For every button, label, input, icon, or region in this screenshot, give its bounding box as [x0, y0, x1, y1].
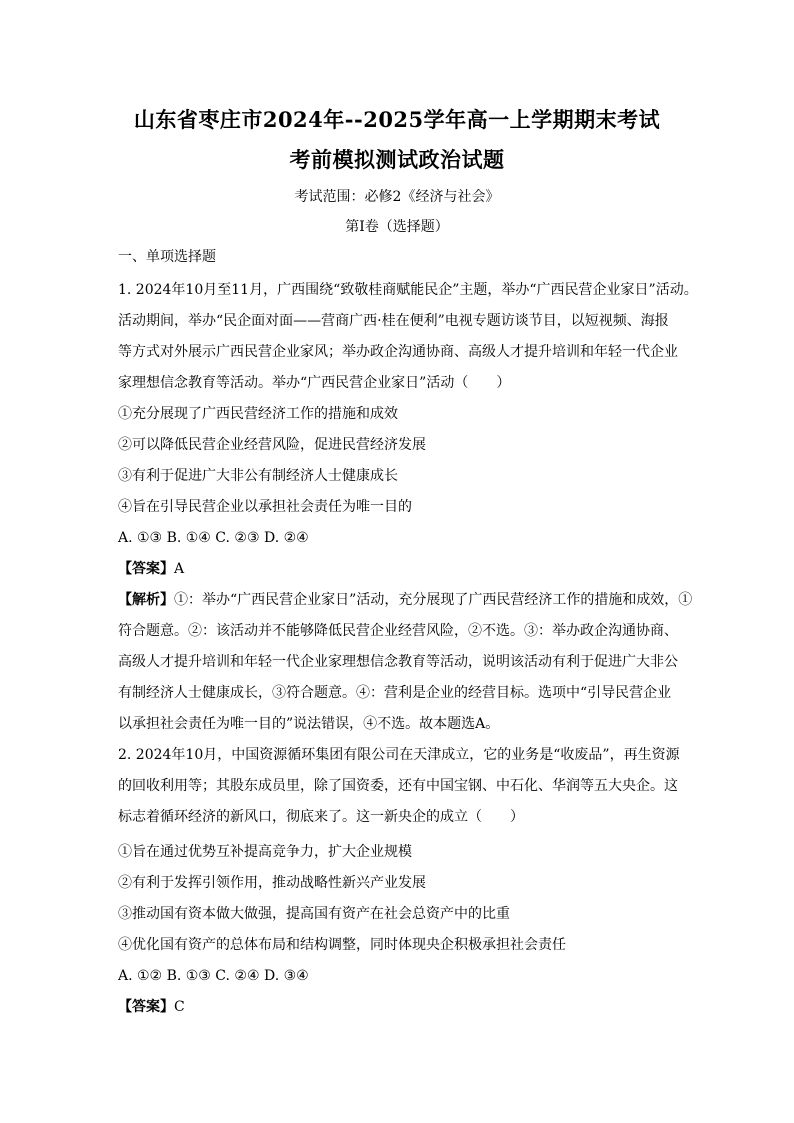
- q1-option: ③有利于促进广大非公有制经济人士健康成长: [118, 468, 398, 484]
- answer-label: 【答案】: [118, 999, 174, 1015]
- q2-stem-line: 标志着循环经济的新风口，彻底来了。这一新央企的成立（ ）: [118, 809, 524, 825]
- volume-heading: 第I卷（选择题）: [345, 219, 449, 235]
- answer-label: 【答案】: [118, 561, 174, 577]
- q2-option: ③推动国有资本做大做强，提高国有资产在社会总资产中的比重: [118, 906, 510, 922]
- q2-answer: [118, 997, 185, 1017]
- q1-stem-line: 1. 2024年10月至11月，广西围绕“致敬桂商赋能民企”主题，举办“广西民营企业家日”活动。: [118, 282, 698, 298]
- q1-analysis-line: 高级人才提升培训和年轻一代企业家理想信念教育等活动，说明该活动有利于促进广大非公: [118, 654, 678, 670]
- q1-option: ①充分展现了广西民营经济工作的措施和成效: [118, 406, 398, 422]
- q1-choices: A. ①③ B. ①④ C. ②③ D. ②④: [118, 530, 309, 546]
- page-title-line1: 山东省枣庄市2024年--2025学年高一上学期期末考试: [133, 107, 661, 132]
- q1-analysis-line: 以承担社会责任为唯一目的”说法错误，④不选。故本题选A。: [118, 716, 500, 732]
- q1-option: ④旨在引导民营企业以承担社会责任为唯一目的: [118, 499, 412, 515]
- q1-stem-line: 活动期间，举办“民企面对面——营商广西·桂在便利”电视专题访谈节目，以短视频、海报: [118, 313, 669, 329]
- q2-choices: A. ①② B. ①③ C. ②④ D. ③④: [118, 968, 309, 984]
- q1-stem-line: 等方式对外展示广西民营企业家风；举办政企沟通协商、高级人才提升培训和年轻一代企业: [118, 344, 678, 360]
- q1-analysis-line: [118, 590, 692, 610]
- q2-stem-line: 2. 2024年10月，中国资源循环集团有限公司在天津成立，它的业务是“收废品”，再生资源: [118, 747, 680, 763]
- q2-option: ④优化国有资产的总体布局和结构调整，同时体现央企积极承担社会责任: [118, 937, 566, 953]
- q1-stem-line: 家理想信念教育等活动。举办“广西民营企业家日”活动（ ）: [118, 375, 511, 391]
- q1-analysis-line: 有制经济人士健康成长，③符合题意。④：营利是企业的经营目标。选项中“引导民营企业: [118, 685, 672, 701]
- q1-answer: [118, 559, 184, 579]
- q2-option: ①旨在通过优势互补提高竞争力，扩大企业规模: [118, 844, 412, 860]
- section-heading: 一、单项选择题: [118, 249, 216, 265]
- answer-value: C: [174, 999, 185, 1015]
- q2-option: ②有利于发挥引领作用，推动战略性新兴产业发展: [118, 875, 426, 891]
- exam-scope: 考试范围：必修2《经济与社会》: [294, 189, 500, 205]
- q2-stem-line: 的回收利用等；其股东成员里，除了国资委，还有中国宝钢、中石化、华润等五大央企。这: [118, 778, 678, 794]
- page-title-line2: 考前模拟测试政治试题: [289, 147, 505, 172]
- answer-value: A: [174, 561, 185, 577]
- analysis-label: 【解析】: [118, 592, 174, 608]
- q1-option: ②可以降低民营企业经营风险，促进民营经济发展: [118, 437, 426, 453]
- q1-analysis-line: 符合题意。②：该活动并不能够降低民营企业经营风险，②不选。③：举办政企沟通协商、: [118, 623, 678, 639]
- analysis-text: ①：举办“广西民营企业家日”活动，充分展现了广西民营经济工作的措施和成效，①: [174, 592, 693, 608]
